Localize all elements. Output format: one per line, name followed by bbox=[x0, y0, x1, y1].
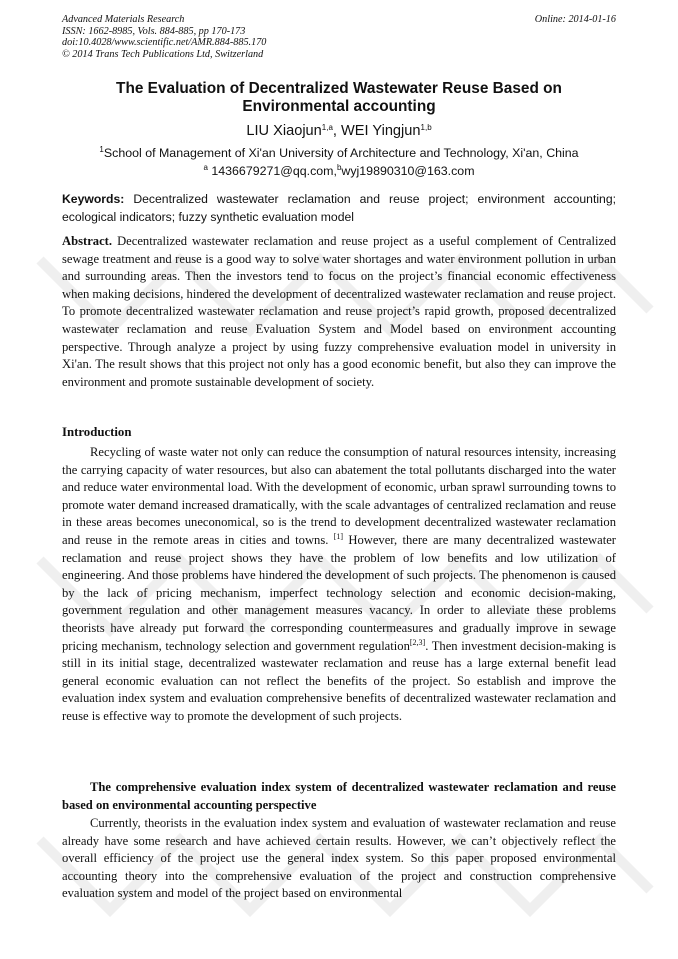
email-mark: a bbox=[203, 163, 208, 172]
paragraph-text: . Then investment decision-making is still in its initial stage, decentralized wastewater reclamation and reuse has a large external benefit lead general economic evaluation can not reflect the benefits of the project. So establish and improve the evaluation index system and evaluation comprehensive benefits of decentralized wastewater reclamation and reuse is effective way to promote the development of such projects. bbox=[62, 638, 616, 723]
citation-ref[interactable]: [1] bbox=[333, 531, 344, 541]
affiliation-mark: 1 bbox=[99, 145, 104, 154]
author-separator: , bbox=[332, 123, 342, 139]
section-heading: The comprehensive evaluation index system of decentralized wastewater reclamation and reuse based on environmental accounting perspective bbox=[62, 780, 616, 812]
author-affil-mark: 1,b bbox=[420, 123, 432, 132]
abstract bbox=[62, 233, 616, 391]
journal-header bbox=[62, 14, 616, 60]
keywords-label: Keywords: bbox=[62, 192, 125, 206]
abstract-text: Decentralized wastewater reclamation and reuse project as a useful complement of Centralized sewage treatment and reuse is a good way to solve water shortages and water environment pollution in urban and surrounding areas. Then the investors tend to focus on the project’s financial economic effectiveness when making decisions, hindered the development of decentralized wastewater reclamation and reuse project. To promote decentralized wastewater reclamation and reuse project’s rapid growth, proposed decentralized wastewater reclamation and reuse Evaluation System and Model based on environment accounting perspective. Through analyze a project by using fuzzy comprehensive evaluation model in university in Xi'an. The result shows that this project not only has a good economic benefit, but also they can improve the environment and promote sustainable development of society. bbox=[62, 234, 616, 389]
citation-ref[interactable]: [2,3] bbox=[409, 637, 426, 647]
section-heading: Introduction bbox=[62, 425, 132, 439]
author-name: LIU Xiaojun bbox=[246, 123, 322, 139]
affiliation-text: School of Management of Xi'an University of Architecture and Technology, Xi'an, China bbox=[103, 146, 579, 160]
author-list bbox=[62, 122, 616, 140]
paragraph-text: However, there are many decentralized wastewater reclamation and reuse project shows they have the problem of low benefits and low utilization of engineering. And those problems have hindered the development of such projects. The phenomenon is caused by the lack of pricing mechanism, imperfect technology selection and economic decision-making, government regulation and other management measures vacancy. In order to alleviate these problems theorists have already put forward the corresponding countermeasures and gradually improve in sewage pricing mechanism, technology selection and government regulation bbox=[62, 532, 616, 653]
author-name: WEI Yingjun bbox=[341, 123, 421, 139]
paper-title: The Evaluation of Decentralized Wastewater Reuse Based on Environmental accounting bbox=[116, 80, 562, 115]
online-date: Online: 2014-01-16 bbox=[534, 14, 616, 25]
email-link[interactable]: wyj19890310@163.com bbox=[341, 164, 475, 178]
author-emails bbox=[62, 163, 616, 179]
journal-copyright: © 2014 Trans Tech Publications Ltd, Switzerland bbox=[62, 48, 264, 60]
paragraph-text: Recycling of waste water not only can reduce the consumption of natural resources intensity, increasing the carrying capacity of water resources, but also can abatement the total pollutants discharged into the water and reduce water environmental load. With the development of economic, urban sprawl surrounding towns to promote water demand increased dramatically, with the scale advantages of centralized reclamation and reuse in these areas becomes uneconomical, so is the trend to development decentralized wastewater reclamation and reuse in the remote areas in cities and towns. bbox=[62, 445, 616, 547]
email-mark: b bbox=[336, 163, 342, 172]
affiliation bbox=[62, 145, 616, 161]
abstract-label: Abstract. bbox=[62, 234, 113, 248]
journal-name: Advanced Materials Research bbox=[62, 14, 185, 25]
journal-issn: ISSN: 1662-8985, Vols. 884-885, pp 170-173 bbox=[62, 25, 246, 37]
keywords-text: Decentralized wastewater reclamation and reuse project; environment accounting; ecological indicators; fuzzy synthetic evaluation model bbox=[62, 192, 616, 224]
journal-doi: doi:10.4028/www.scientific.net/AMR.884-885.170 bbox=[62, 37, 267, 49]
body-paragraph bbox=[62, 444, 616, 726]
body-paragraph: Currently, theorists in the evaluation index system and evaluation of wastewater reclamation and reuse already have some research and have achieved certain results. However, we can’t objectively reflect the overall efficiency of the project use the general index system. So this paper proposed environmental accounting theory into the comprehensive evaluation of the project and construction comprehensive evaluation system and model of the project based on environmental bbox=[62, 816, 616, 901]
email-link[interactable]: 1436679271@qq.com, bbox=[207, 164, 337, 178]
author-affil-mark: 1,a bbox=[321, 123, 333, 132]
keywords bbox=[62, 191, 616, 226]
